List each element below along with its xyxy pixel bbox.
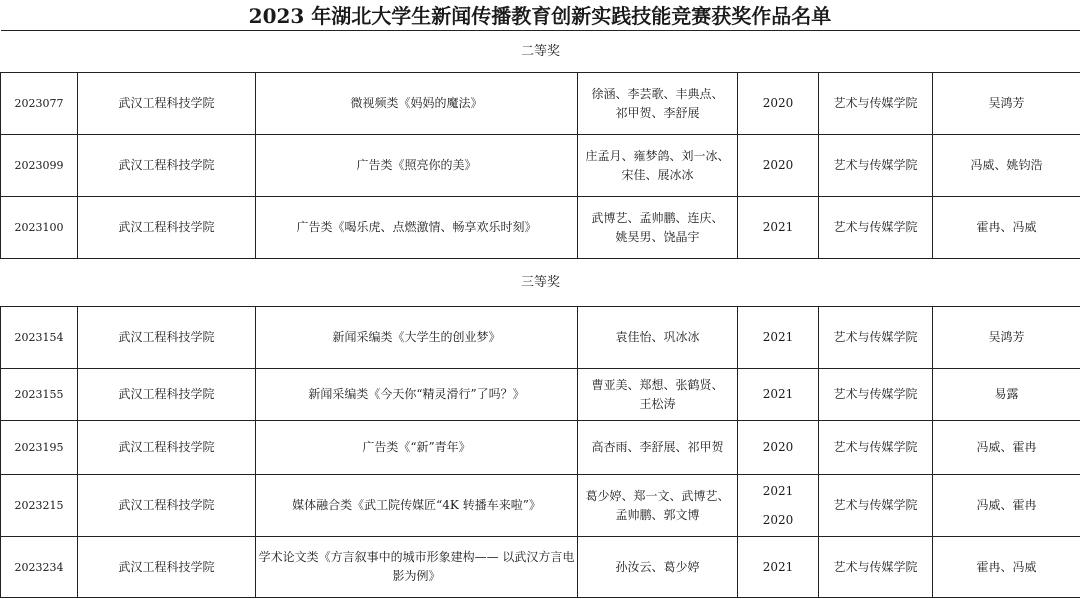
table-row — [1, 369, 1080, 421]
work-title-cell: 广告类《“新”青年》 — [256, 421, 578, 475]
advisor-cell: 霍冉、冯威 — [933, 537, 1080, 598]
team-line: 高杏雨、李舒展、祁甲贺 — [591, 440, 724, 454]
grade-cell: 2021 — [738, 197, 819, 259]
advisor-cell: 吴鸿芳 — [933, 307, 1080, 369]
school-cell: 武汉工程科技学院 — [78, 307, 256, 369]
advisor-cell: 冯威、霍冉 — [933, 475, 1080, 537]
section-row — [1, 31, 1080, 73]
college-cell: 艺术与传媒学院 — [819, 369, 933, 421]
school-cell: 武汉工程科技学院 — [78, 537, 256, 598]
school-cell: 武汉工程科技学院 — [78, 197, 256, 259]
table-row — [1, 537, 1080, 598]
team-line: 孙汝云、葛少婷 — [615, 559, 700, 574]
school-cell: 武汉工程科技学院 — [78, 135, 256, 197]
grade-cell: 2021 — [738, 307, 819, 369]
team-line: 祁甲贺、李舒展 — [615, 105, 700, 120]
grade-cell: 2021 — [738, 369, 819, 421]
work-title-cell: 学术论文类《方言叙事中的城市形象建构—— 以武汉方言电影为例》 — [256, 537, 578, 598]
work-id-cell: 2023155 — [1, 369, 78, 421]
table-row — [1, 475, 1080, 537]
work-title-cell: 微视频类《妈妈的魔法》 — [256, 73, 578, 135]
work-id-cell: 2023077 — [1, 73, 78, 135]
section-heading: 三等奖 — [1, 259, 1080, 307]
team-cell — [578, 537, 738, 598]
grade-cell — [738, 475, 819, 537]
page-title: 2023 年湖北大学生新闻传播教育创新实践技能竞赛获奖作品名单 — [248, 4, 832, 28]
grade-value: 2021 — [762, 483, 794, 498]
table-row — [1, 197, 1080, 259]
college-cell: 艺术与传媒学院 — [819, 421, 933, 475]
team-line: 曹亚美、郑想、张鹤贤、 — [591, 377, 724, 392]
grade-cell: 2021 — [738, 537, 819, 598]
section-row — [1, 259, 1080, 307]
school-cell: 武汉工程科技学院 — [78, 475, 256, 537]
table-row — [1, 135, 1080, 197]
team-line: 孟帅鹏、郭文博 — [615, 507, 700, 522]
table-row — [1, 307, 1080, 369]
college-cell: 艺术与传媒学院 — [819, 537, 933, 598]
work-id-cell: 2023195 — [1, 421, 78, 475]
team-cell — [578, 475, 738, 537]
advisor-cell: 霍冉、冯威 — [933, 197, 1080, 259]
work-title-cell: 广告类《喝乐虎、点燃激情、畅享欢乐时刻》 — [256, 197, 578, 259]
work-title-cell: 媒体融合类《武工院传媒匠“4K 转播车来啦”》 — [256, 475, 578, 537]
school-cell: 武汉工程科技学院 — [78, 369, 256, 421]
college-cell: 艺术与传媒学院 — [819, 307, 933, 369]
work-id-cell: 2023099 — [1, 135, 78, 197]
work-id-cell: 2023154 — [1, 307, 78, 369]
grade-value: 2020 — [762, 512, 794, 527]
team-line: 宋佳、展冰冰 — [621, 167, 694, 182]
team-line: 葛少婷、郑一文、武博艺、 — [585, 488, 730, 503]
team-cell — [578, 197, 738, 259]
table-row — [1, 73, 1080, 135]
team-line: 徐涵、李芸歌、丰典点、 — [591, 86, 724, 101]
college-cell: 艺术与传媒学院 — [819, 135, 933, 197]
college-cell: 艺术与传媒学院 — [819, 197, 933, 259]
team-cell — [578, 135, 738, 197]
work-title-cell: 广告类《照亮你的美》 — [256, 135, 578, 197]
team-line: 庄孟月、雍梦鸽、刘一冰、 — [585, 148, 730, 163]
advisor-cell: 吴鸿芳 — [933, 73, 1080, 135]
grade-cell: 2020 — [738, 73, 819, 135]
advisor-cell: 易露 — [933, 369, 1080, 421]
work-id-cell: 2023100 — [1, 197, 78, 259]
team-cell — [578, 73, 738, 135]
team-cell — [578, 421, 738, 475]
team-cell — [578, 369, 738, 421]
award-table — [0, 30, 1080, 598]
team-line: 武博艺、孟帅鹏、连庆、 — [591, 210, 724, 225]
team-line: 姚昊男、饶晶宇 — [615, 229, 700, 244]
school-cell: 武汉工程科技学院 — [78, 73, 256, 135]
grade-cell: 2020 — [738, 135, 819, 197]
college-cell: 艺术与传媒学院 — [819, 73, 933, 135]
work-id-cell: 2023234 — [1, 537, 78, 598]
team-line: 王松涛 — [639, 396, 676, 411]
grade-cell: 2020 — [738, 421, 819, 475]
work-id-cell: 2023215 — [1, 475, 78, 537]
team-line: 袁佳怡、巩冰冰 — [615, 330, 700, 344]
section-heading: 二等奖 — [1, 31, 1080, 73]
work-title-cell: 新闻采编类《今天你“精灵滑行”了吗？》 — [256, 369, 578, 421]
table-row — [1, 421, 1080, 475]
advisor-cell: 冯威、霍冉 — [933, 421, 1080, 475]
school-cell: 武汉工程科技学院 — [78, 421, 256, 475]
team-cell — [578, 307, 738, 369]
advisor-cell: 冯威、姚钧浩 — [933, 135, 1080, 197]
college-cell: 艺术与传媒学院 — [819, 475, 933, 537]
work-title-cell: 新闻采编类《大学生的创业梦》 — [256, 307, 578, 369]
